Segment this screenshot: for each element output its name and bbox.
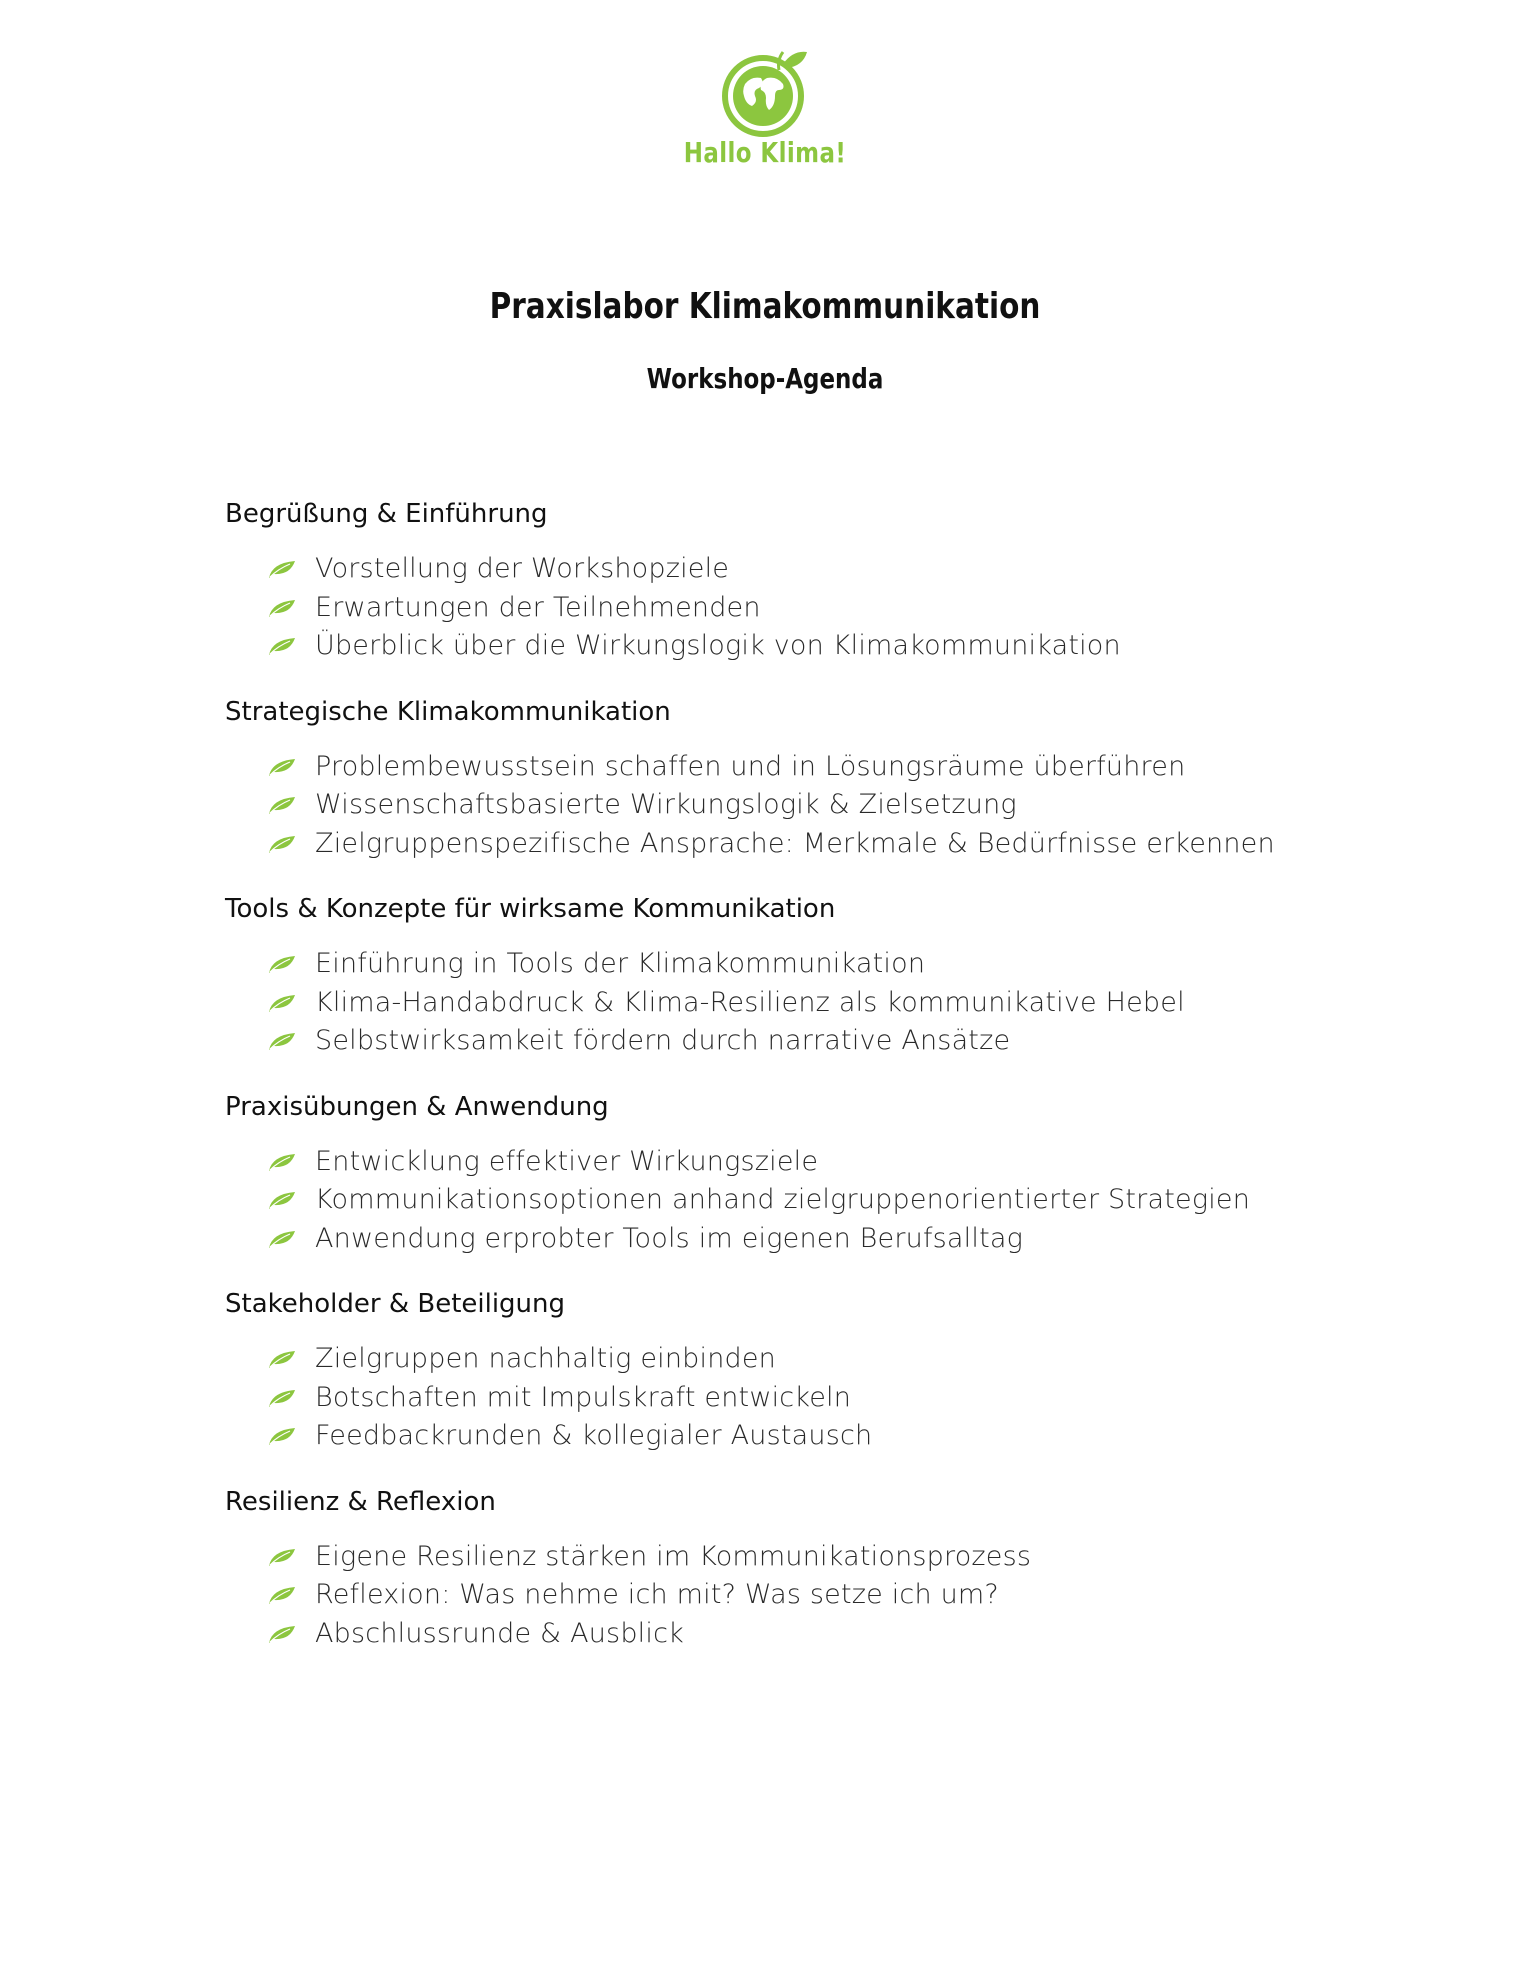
section-items [225, 748, 1375, 864]
leaf-icon [268, 757, 296, 777]
list-item [225, 786, 1375, 825]
agenda [225, 490, 1375, 1675]
list-item [225, 1022, 1375, 1061]
section-heading: Begrüßung & Einführung [225, 499, 548, 529]
list-item [225, 1538, 1375, 1577]
section-heading: Praxisübungen & Anwendung [225, 1091, 609, 1122]
item-text: Wissenschaftsbasierte Wirkungslogik & Zielsetzung [315, 789, 1017, 820]
globe-leaf-icon [717, 44, 813, 140]
agenda-section [225, 1280, 1375, 1456]
list-item [225, 1379, 1375, 1418]
item-text: Anwendung erprobter Tools im eigenen Berufsalltag [315, 1222, 1024, 1254]
leaf-icon [268, 954, 296, 974]
item-text: Entwicklung effektiver Wirkungsziele [315, 1145, 819, 1177]
leaf-icon [268, 795, 296, 815]
leaf-icon [268, 1547, 296, 1567]
section-items [225, 945, 1375, 1061]
leaf-icon [268, 1426, 296, 1446]
list-item [225, 1181, 1375, 1220]
leaf-icon [268, 993, 296, 1013]
leaf-icon [268, 1190, 296, 1210]
item-text: Vorstellung der Workshopziele [315, 553, 730, 584]
section-items [225, 1538, 1375, 1654]
list-item [225, 1576, 1375, 1615]
list-item [225, 1417, 1375, 1456]
agenda-section [225, 688, 1375, 864]
list-item [225, 748, 1375, 787]
leaf-icon [268, 1031, 296, 1051]
brand-logo [665, 44, 865, 179]
leaf-icon [268, 559, 296, 579]
item-text: Problembewusstsein schaffen und in Lösungsräume überführen [315, 750, 1186, 782]
list-item [225, 550, 1375, 589]
item-text: Klima-Handabdruck & Klima-Resilienz als kommunikative Hebel [315, 986, 1185, 1018]
item-text: Feedbackrunden & kollegialer Austausch [315, 1420, 873, 1451]
leaf-icon [268, 1229, 296, 1249]
list-item [225, 945, 1375, 984]
section-heading: Resilienz & Reflexion [225, 1486, 496, 1517]
item-text: Einführung in Tools der Klimakommunikation [315, 948, 926, 979]
item-text: Erwartungen der Teilnehmenden [315, 591, 761, 623]
list-item [225, 1615, 1375, 1654]
item-text: Botschaften mit Impulskraft entwickeln [315, 1381, 852, 1413]
section-items [225, 1143, 1375, 1259]
section-heading: Tools & Konzepte für wirksame Kommunikation [225, 894, 836, 924]
section-heading: Strategische Klimakommunikation [225, 696, 671, 727]
agenda-section [225, 1478, 1375, 1654]
document-title: Praxislabor Klimakommunikation [489, 286, 1041, 327]
item-text: Zielgruppen nachhaltig einbinden [315, 1343, 776, 1374]
leaf-icon [268, 1624, 296, 1644]
list-item [225, 984, 1375, 1023]
list-item [225, 589, 1375, 628]
leaf-icon [268, 1388, 296, 1408]
item-text: Reflexion: Was nehme ich mit? Was setze ich um? [315, 1579, 999, 1610]
list-item [225, 825, 1375, 864]
item-text: Kommunikationsoptionen anhand zielgruppenorientierter Strategien [315, 1184, 1251, 1215]
leaf-icon [268, 1349, 296, 1369]
list-item [225, 1143, 1375, 1182]
document-subtitle: Workshop-Agenda [646, 362, 884, 395]
agenda-section [225, 885, 1375, 1061]
agenda-section [225, 490, 1375, 666]
item-text: Selbstwirksamkeit fördern durch narrative Ansätze [315, 1025, 1011, 1056]
list-item [225, 1340, 1375, 1379]
item-text: Abschlussrunde & Ausblick [315, 1617, 684, 1649]
section-items [225, 1340, 1375, 1456]
leaf-icon [268, 1152, 296, 1172]
item-text: Zielgruppenspezifische Ansprache: Merkmale & Bedürfnisse erkennen [315, 827, 1275, 859]
list-item [225, 627, 1375, 666]
item-text: Überblick über die Wirkungslogik von Klimakommunikation [315, 630, 1121, 661]
leaf-icon [268, 1585, 296, 1605]
leaf-icon [268, 636, 296, 656]
brand-name: Hallo Klima! [683, 136, 847, 169]
item-text: Eigene Resilienz stärken im Kommunikationsprozess [315, 1540, 1032, 1572]
list-item [225, 1220, 1375, 1259]
leaf-icon [268, 598, 296, 618]
section-items [225, 550, 1375, 666]
agenda-section [225, 1083, 1375, 1259]
section-heading: Stakeholder & Beteiligung [225, 1289, 566, 1319]
leaf-icon [268, 834, 296, 854]
